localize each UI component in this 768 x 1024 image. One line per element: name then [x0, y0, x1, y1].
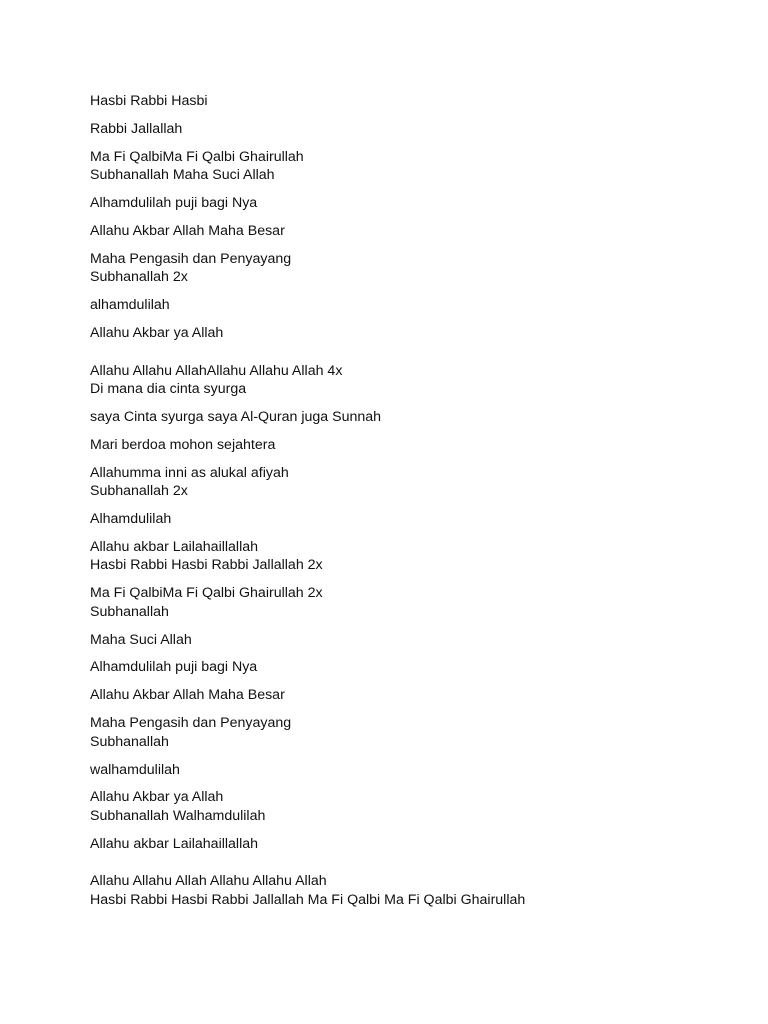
lyric-paragraph: [90, 658, 730, 676]
lyric-line: Subhanallah Walhamdulilah: [90, 807, 266, 824]
lyric-line: Di mana dia cinta syurga: [90, 380, 247, 397]
lyric-line: Allahu Akbar ya Allah: [90, 325, 224, 342]
lyric-paragraph: [90, 510, 730, 528]
lyric-line: Allahu Akbar ya Allah: [90, 789, 224, 806]
lyric-line: Allahu akbar Lailahaillallah: [90, 835, 258, 852]
lyric-paragraph: [90, 222, 730, 240]
lyric-line: Subhanallah: [90, 603, 169, 620]
lyric-paragraph: [90, 148, 730, 185]
lyric-line: alhamdulilah: [90, 297, 170, 314]
lyric-line: Allahu Akbar Allah Maha Besar: [90, 223, 285, 240]
lyric-paragraph: [90, 686, 730, 704]
lyric-line: Alhamdulilah puji bagi Nya: [90, 195, 258, 212]
lyric-line: Allahu akbar Lailahaillallah: [90, 538, 258, 555]
lyric-line: Hasbi Rabbi Hasbi Rabbi Jallallah 2x: [90, 557, 323, 574]
lyric-paragraph: [90, 362, 730, 399]
lyric-line: Allahu Allahu AllahAllahu Allahu Allah 4x: [90, 362, 343, 379]
lyric-paragraph: [90, 120, 730, 138]
lyric-line: Alhamdulilah puji bagi Nya: [90, 659, 258, 676]
lyric-paragraph: [90, 324, 730, 342]
lyric-paragraph: [90, 250, 730, 287]
lyric-paragraph: [90, 788, 730, 825]
lyric-paragraph: [90, 436, 730, 454]
lyric-line: Subhanallah: [90, 733, 169, 750]
lyric-paragraph: [90, 92, 730, 110]
lyric-line: Subhanallah 2x: [90, 269, 188, 286]
lyric-line: Maha Pengasih dan Penyayang: [90, 715, 292, 732]
lyric-line: saya Cinta syurga saya Al-Quran juga Sunnah: [90, 408, 382, 425]
lyric-line: walhamdulilah: [90, 761, 180, 778]
lyric-line: Ma Fi QalbiMa Fi Qalbi Ghairullah: [90, 148, 304, 165]
lyric-line: Hasbi Rabbi Hasbi Rabbi Jallallah Ma Fi Qalbi Ma Fi Qalbi Ghairullah: [90, 891, 526, 908]
lyric-line: Allahumma inni as alukal afiyah: [90, 464, 289, 481]
lyric-line: Allahu Allahu Allah Allahu Allahu Allah: [90, 873, 327, 890]
lyric-line: Ma Fi QalbiMa Fi Qalbi Ghairullah 2x: [90, 585, 323, 602]
lyric-paragraph: [90, 584, 730, 621]
lyric-paragraph: [90, 194, 730, 212]
lyric-paragraph: [90, 761, 730, 779]
lyric-paragraph: [90, 296, 730, 314]
lyric-paragraph: [90, 464, 730, 501]
lyric-paragraph: [90, 835, 730, 853]
lyrics-text: [90, 92, 730, 919]
lyric-line: Subhanallah 2x: [90, 483, 188, 500]
lyric-line: Allahu Akbar Allah Maha Besar: [90, 687, 285, 704]
lyric-paragraph: [90, 408, 730, 426]
lyric-paragraph: [90, 714, 730, 751]
lyric-paragraph: [90, 631, 730, 649]
lyric-paragraph: [90, 872, 730, 909]
lyric-line: Alhamdulilah: [90, 511, 172, 527]
lyric-line: Rabbi Jallallah: [90, 120, 183, 137]
lyric-line: Subhanallah Maha Suci Allah: [90, 167, 275, 184]
lyric-line: Maha Suci Allah: [90, 631, 192, 648]
lyric-line: Hasbi Rabbi Hasbi: [90, 93, 208, 109]
lyric-line: Maha Pengasih dan Penyayang: [90, 250, 292, 267]
lyric-paragraph: [90, 538, 730, 575]
lyric-line: Mari berdoa mohon sejahtera: [90, 436, 276, 453]
